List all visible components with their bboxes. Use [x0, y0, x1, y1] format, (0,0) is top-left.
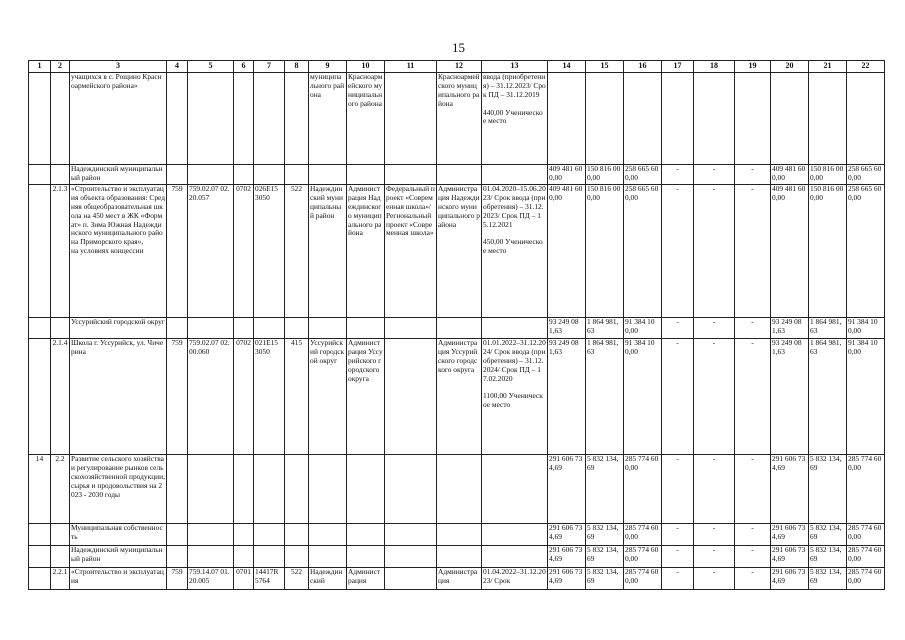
table-cell — [234, 73, 254, 165]
table-cell: 1 864 981,63 — [809, 339, 847, 455]
header-cell: 4 — [167, 61, 188, 73]
table-cell: 1 864 981,63 — [586, 318, 624, 339]
table-cell — [385, 455, 437, 524]
table-cell: 93 249 081,63 — [771, 318, 809, 339]
table-row — [29, 185, 885, 318]
table-cell: Надеждинский — [309, 568, 347, 590]
table-cell: 0702 — [234, 185, 254, 318]
header-cell: 22 — [847, 61, 885, 73]
table-row — [29, 165, 885, 185]
header-cell: 5 — [188, 61, 234, 73]
table-cell — [167, 455, 188, 524]
table-cell: 5 832 134,69 — [586, 455, 624, 524]
table-cell: Администрация — [347, 568, 385, 590]
table-cell: Уссурийский городской округ — [309, 339, 347, 455]
table-cell — [385, 73, 437, 165]
table-cell: 93 249 081,63 — [771, 339, 809, 455]
table-cell — [285, 73, 309, 165]
header-cell: 8 — [285, 61, 309, 73]
table-cell: - — [662, 318, 694, 339]
table-cell: 2.2 — [51, 455, 70, 524]
table-cell: 291 606 734,69 — [548, 568, 586, 590]
table-cell: 01.04.2020–15.06.2023/ Срок ввода (приобретения) – 31.12.2023/ Срок ПД – 15.12.2021 450,00 Ученическое место — [482, 185, 548, 318]
header-cell: 6 — [234, 61, 254, 73]
table-cell — [309, 524, 347, 546]
table-cell — [735, 73, 771, 165]
table-cell — [167, 73, 188, 165]
table-cell — [385, 568, 437, 590]
table-cell: Администрация Надеждинского муниципального района — [347, 185, 385, 318]
table-cell — [482, 546, 548, 568]
table-cell: - — [694, 455, 735, 524]
table-cell — [167, 546, 188, 568]
table-cell: 291 606 734,69 — [771, 455, 809, 524]
table-cell: 5 832 134,69 — [809, 568, 847, 590]
table-cell: 291 606 734,69 — [548, 546, 586, 568]
table-cell — [188, 73, 234, 165]
table-cell: 285 774 600,00 — [624, 546, 662, 568]
table-cell — [51, 73, 70, 165]
table-cell: - — [735, 339, 771, 455]
header-cell: 19 — [735, 61, 771, 73]
table-cell — [29, 185, 51, 318]
table-cell: 285 774 600,00 — [847, 524, 885, 546]
table-cell — [586, 73, 624, 165]
table-cell: 2.1.4 — [51, 339, 70, 455]
table-cell: 258 665 600,00 — [847, 165, 885, 185]
table-cell: 14417R 5764 — [254, 568, 285, 590]
table-cell: Школа г. Уссурийск, ул. Чичерина — [70, 339, 167, 455]
table-cell: 409 481 600,00 — [771, 165, 809, 185]
table-cell: - — [735, 546, 771, 568]
table-cell — [771, 73, 809, 165]
table-cell: - — [735, 318, 771, 339]
table-cell: - — [662, 339, 694, 455]
table-cell — [385, 546, 437, 568]
header-cell: 2 — [51, 61, 70, 73]
table-cell: 522 — [285, 185, 309, 318]
page-number: 15 — [452, 40, 465, 55]
header-cell: 21 — [809, 61, 847, 73]
table-cell — [188, 165, 234, 185]
table-cell — [254, 546, 285, 568]
table-cell — [482, 524, 548, 546]
table-cell: - — [694, 318, 735, 339]
table-cell: 285 774 600,00 — [624, 568, 662, 590]
table-cell: 2.2.1 — [51, 568, 70, 590]
table-cell: 1 864 981,63 — [586, 339, 624, 455]
table-cell: муниципального района — [309, 73, 347, 165]
table-cell — [234, 524, 254, 546]
table-cell: 150 816 000,00 — [809, 185, 847, 318]
table-row — [29, 546, 885, 568]
table-cell — [309, 165, 347, 185]
table-cell: 2.1.3 — [51, 185, 70, 318]
table-cell — [285, 165, 309, 185]
table-cell: 291 606 734,69 — [771, 568, 809, 590]
table-cell: - — [735, 455, 771, 524]
table-cell — [482, 165, 548, 185]
table-cell — [51, 318, 70, 339]
table-cell — [437, 165, 482, 185]
table-cell: 01.04.2022–31.12.2023/ Срок — [482, 568, 548, 590]
table-cell — [254, 524, 285, 546]
table-cell: - — [694, 546, 735, 568]
table-cell: 291 606 734,69 — [548, 524, 586, 546]
table-cell — [51, 165, 70, 185]
header-cell: 3 — [70, 61, 167, 73]
table-cell: 5 832 134,69 — [586, 546, 624, 568]
header-cell: 15 — [586, 61, 624, 73]
table-cell — [188, 455, 234, 524]
table-cell: - — [694, 568, 735, 590]
table-cell: Красноармейского муниципального района — [437, 73, 482, 165]
table-cell: - — [735, 524, 771, 546]
table-cell — [167, 524, 188, 546]
table-cell: - — [735, 165, 771, 185]
table-cell — [285, 318, 309, 339]
table-cell: «Строительство и эксплуатация объекта образования: Средняя общеобразовательная школа на 450 мест в ЖК «Формат» п. Зима Южная Надеждинского муниципального района Приморского края», на условиях концессии — [70, 185, 167, 318]
table-cell — [234, 165, 254, 185]
table-cell: - — [694, 185, 735, 318]
table-cell: Федеральный проект «Современная школа»/Региональный проект «Современная школа» — [385, 185, 437, 318]
table-cell: 5 832 134,69 — [809, 546, 847, 568]
table-cell — [188, 318, 234, 339]
table-cell: Уссурийский городской округ — [70, 318, 167, 339]
table-cell: 0702 — [234, 339, 254, 455]
table-cell — [347, 318, 385, 339]
header-cell: 20 — [771, 61, 809, 73]
table-row — [29, 318, 885, 339]
table-row — [29, 339, 885, 455]
investment-table — [28, 60, 885, 590]
table-cell: - — [735, 185, 771, 318]
table-cell — [309, 455, 347, 524]
table-cell — [347, 455, 385, 524]
table-cell — [254, 455, 285, 524]
table-cell: 93 249 081,63 — [548, 339, 586, 455]
table-cell: 150 816 000,00 — [586, 165, 624, 185]
table-cell: 5 832 134,69 — [586, 524, 624, 546]
table-cell: - — [662, 185, 694, 318]
table-cell: 285 774 600,00 — [624, 455, 662, 524]
table-cell — [437, 455, 482, 524]
table-cell: - — [694, 339, 735, 455]
table-cell — [385, 339, 437, 455]
table-cell — [285, 455, 309, 524]
table-cell: Надеждинский муниципальный район — [70, 546, 167, 568]
table-cell: Красноармейского муниципального района — [347, 73, 385, 165]
header-cell: 11 — [385, 61, 437, 73]
table-cell — [285, 546, 309, 568]
table-cell: 759 — [167, 185, 188, 318]
header-row — [29, 61, 885, 73]
header-cell: 14 — [548, 61, 586, 73]
table-cell: Муниципальная собственность — [70, 524, 167, 546]
table-cell: 91 384 100,00 — [624, 318, 662, 339]
table-cell — [694, 73, 735, 165]
table-cell: Надеждинский муниципальный район — [70, 165, 167, 185]
table-cell — [437, 318, 482, 339]
table-cell: учащихся в с. Рощино Красноармейского района» — [70, 73, 167, 165]
table-cell: - — [694, 165, 735, 185]
table-cell — [167, 165, 188, 185]
table-cell: 409 481 600,00 — [771, 185, 809, 318]
table-cell — [482, 455, 548, 524]
table-cell: 759.14.07 01.20.005 — [188, 568, 234, 590]
table-cell — [624, 73, 662, 165]
header-cell: 13 — [482, 61, 548, 73]
table-cell — [285, 524, 309, 546]
table-cell — [385, 165, 437, 185]
header-cell: 17 — [662, 61, 694, 73]
table-cell — [29, 546, 51, 568]
table-cell — [347, 524, 385, 546]
table-cell — [437, 524, 482, 546]
header-cell: 12 — [437, 61, 482, 73]
table-cell — [234, 455, 254, 524]
table-cell: Администрация — [437, 568, 482, 590]
table-cell: - — [662, 455, 694, 524]
table-cell — [309, 318, 347, 339]
table-cell: «Строительство и эксплуатация — [70, 568, 167, 590]
table-cell: - — [662, 524, 694, 546]
table-cell: 409 481 600,00 — [548, 165, 586, 185]
table-cell: 291 606 734,69 — [771, 524, 809, 546]
table-cell — [662, 73, 694, 165]
table-cell — [29, 568, 51, 590]
table-cell: 285 774 600,00 — [847, 568, 885, 590]
table-cell — [167, 318, 188, 339]
table-row — [29, 568, 885, 590]
table-cell: 291 606 734,69 — [771, 546, 809, 568]
table-cell: 150 816 000,00 — [809, 165, 847, 185]
table-cell: 026E15 3050 — [254, 185, 285, 318]
table-cell: 759.02.07 02.20.057 — [188, 185, 234, 318]
table-cell — [847, 73, 885, 165]
table-cell: - — [735, 568, 771, 590]
table-cell: 91 384 100,00 — [624, 339, 662, 455]
table-cell: Администрация Уссурийского городского округа — [437, 339, 482, 455]
table-cell: 258 665 600,00 — [847, 185, 885, 318]
table-cell — [234, 546, 254, 568]
table-cell: 01.01.2022–31.12.2024/ Срок ввода (приобретения) – 31.12.2024/ Срок ПД – 17.02.2020 1100,00 Ученическое место — [482, 339, 548, 455]
table-cell — [548, 73, 586, 165]
table-cell: 5 832 134,69 — [586, 568, 624, 590]
table-cell: 285 774 600,00 — [847, 455, 885, 524]
table-cell: 291 606 734,69 — [548, 455, 586, 524]
table-cell: 91 384 100,00 — [847, 339, 885, 455]
table-cell: 415 — [285, 339, 309, 455]
table-cell: Надеждинский муниципальный район — [309, 185, 347, 318]
table-cell: 522 — [285, 568, 309, 590]
table-cell — [309, 546, 347, 568]
table-cell: 5 832 134,69 — [809, 455, 847, 524]
table-cell — [188, 546, 234, 568]
table-cell — [29, 165, 51, 185]
table-cell: 150 816 000,00 — [586, 185, 624, 318]
table-cell — [347, 546, 385, 568]
table-cell — [482, 318, 548, 339]
table-cell — [234, 318, 254, 339]
table-cell — [29, 73, 51, 165]
table-cell — [437, 546, 482, 568]
table-cell: 285 774 600,00 — [624, 524, 662, 546]
header-cell: 7 — [254, 61, 285, 73]
table-cell: ввода (приобретения) – 31.12.2023/ Срок ПД – 31.12.2019 440,00 Ученическое место — [482, 73, 548, 165]
table-cell — [254, 165, 285, 185]
table-cell: 1 864 981,63 — [809, 318, 847, 339]
table-cell: - — [694, 524, 735, 546]
table-cell — [51, 546, 70, 568]
table-cell: 021E15 3050 — [254, 339, 285, 455]
header-cell: 1 — [29, 61, 51, 73]
table-cell: 258 665 600,00 — [624, 165, 662, 185]
table-cell: - — [662, 165, 694, 185]
table-cell: 5 832 134,69 — [809, 524, 847, 546]
table-cell — [385, 524, 437, 546]
table-cell — [254, 318, 285, 339]
table-cell — [385, 318, 437, 339]
header-cell: 9 — [309, 61, 347, 73]
table-cell — [29, 318, 51, 339]
table-cell: 0701 — [234, 568, 254, 590]
table-cell — [809, 73, 847, 165]
header-cell: 10 — [347, 61, 385, 73]
table-cell — [188, 524, 234, 546]
table-cell — [254, 73, 285, 165]
table-cell: 91 384 100,00 — [847, 318, 885, 339]
table-cell — [29, 524, 51, 546]
table-cell: - — [662, 568, 694, 590]
table-cell: Развитие сельского хозяйства и регулирование рынков сельскохозяйственной продукции, сырья и продовольствия на 2023 - 2030 годы — [70, 455, 167, 524]
table-cell: 759 — [167, 339, 188, 455]
table-cell: 409 481 600,00 — [548, 185, 586, 318]
table-cell: Администрация Уссурийского городского округа — [347, 339, 385, 455]
header-cell: 18 — [694, 61, 735, 73]
table-row — [29, 524, 885, 546]
table-cell: 93 249 081,63 — [548, 318, 586, 339]
table-cell: 14 — [29, 455, 51, 524]
table-row — [29, 73, 885, 165]
table-cell: 759.02.07 02.00.060 — [188, 339, 234, 455]
table-cell — [51, 524, 70, 546]
table-cell — [29, 339, 51, 455]
table-cell: 759 — [167, 568, 188, 590]
table-row — [29, 455, 885, 524]
table-cell: Администрация Надеждинского муниципального района — [437, 185, 482, 318]
table-cell: 258 665 600,00 — [624, 185, 662, 318]
table-cell: - — [662, 546, 694, 568]
table-cell: 285 774 600,00 — [847, 546, 885, 568]
header-cell: 16 — [624, 61, 662, 73]
table-cell — [347, 165, 385, 185]
